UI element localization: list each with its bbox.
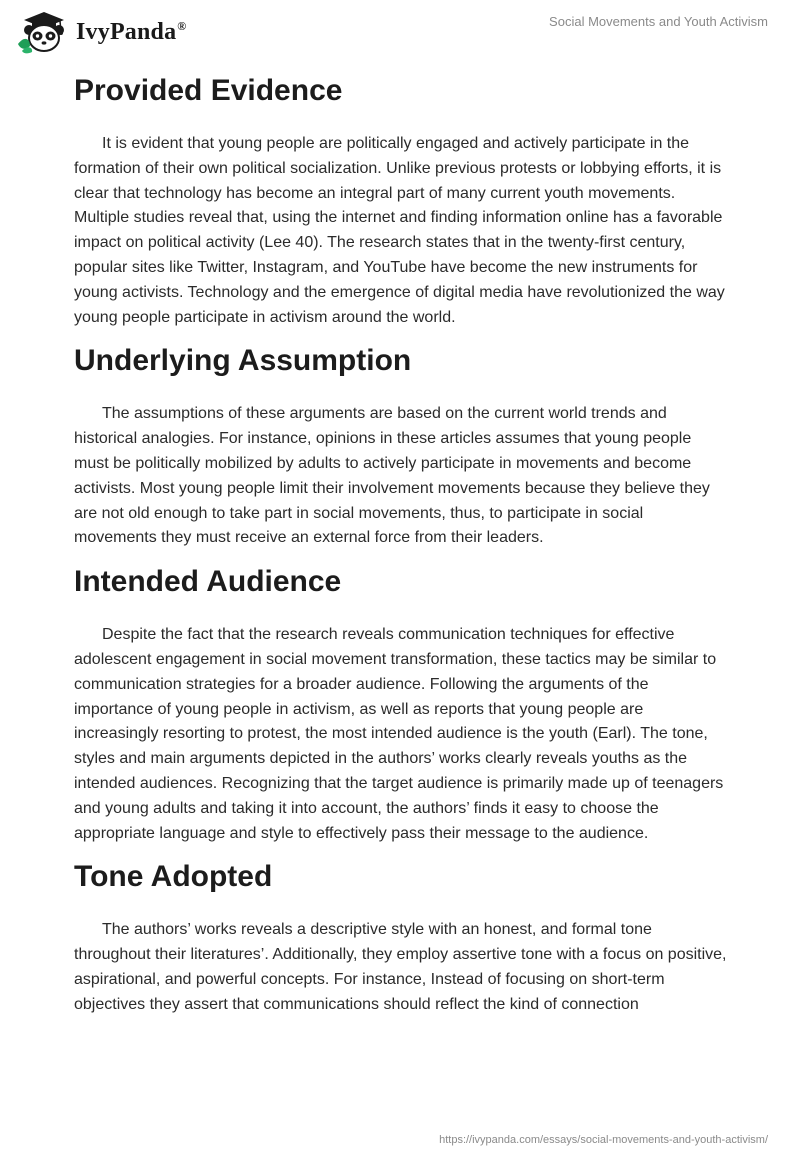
section-paragraph: The authors’ works reveals a descriptive style with an honest, and formal tone throughout their literatures’. Additionally, they employ assertive tone with a focus on positive, aspirational, and powerful concepts. For instance, Instead of focusing on short-term objectives they assert that communications should reflect the kind of connection	[74, 921, 727, 1013]
section-paragraph: Despite the fact that the research reveals communication techniques for effective adolescent engagement in social movement transformation, these tactics may be similar to communication strategies for a broader audience. Following the arguments of the importance of young people in activism, as well as reports that young people are increasingly resorting to protest, the most intended audience is the youth (Earl). The tone, styles and main arguments depicted in the authors’ works clearly reveals youths as the intended audiences. Recognizing that the target audience is primarily made up of teenagers and young adults and taking it into account, the authors’ finds it easy to choose the appropriate language and style to effectively pass their message to the audience.	[74, 626, 724, 842]
section-heading: Tone Adopted	[74, 860, 273, 894]
section-underlying-assumption	[74, 340, 730, 551]
section-intended-audience	[74, 561, 730, 846]
essay-content	[74, 70, 730, 1028]
ivypanda-logo[interactable]	[14, 10, 186, 54]
panda-graduate-icon	[14, 10, 74, 54]
section-provided-evidence	[74, 70, 730, 330]
logo-name: IvyPanda	[76, 18, 177, 45]
section-paragraph: The assumptions of these arguments are based on the current world trends and historical analogies. For instance, opinions in these articles assumes that young people must be politically mobilized by adults to actively participate in movements and become activists. Most young people limit their involvement movements because they believe they are not old enough to take part in social movements, thus, to participate in social movements they must receive an external force from their leaders.	[74, 405, 710, 547]
registered-mark: ®	[177, 18, 187, 33]
section-heading: Underlying Assumption	[74, 344, 412, 378]
page-header	[0, 0, 800, 64]
section-paragraph: It is evident that young people are politically engaged and actively participate in the formation of their own political socialization. Unlike previous protests or lobbying efforts, it is clear that technology has become an integral part of many current youth movements. Multiple studies reveal that, using the internet and finding information online has a favorable impact on political activity (Lee 40). The research states that in the twenty-first century, popular sites like Twitter, Instagram, and YouTube have become the new instruments for young activists. Technology and the emergence of digital media have revolutionized the way young people participate in activism around the world.	[74, 135, 725, 326]
logo-wordmark	[76, 19, 186, 46]
section-tone-adopted	[74, 856, 730, 1017]
source-url[interactable]: https://ivypanda.com/essays/social-movements-and-youth-activism/	[439, 1134, 768, 1146]
section-heading: Provided Evidence	[74, 74, 343, 107]
document-title: Social Movements and Youth Activism	[549, 14, 768, 29]
section-heading: Intended Audience	[74, 565, 342, 599]
